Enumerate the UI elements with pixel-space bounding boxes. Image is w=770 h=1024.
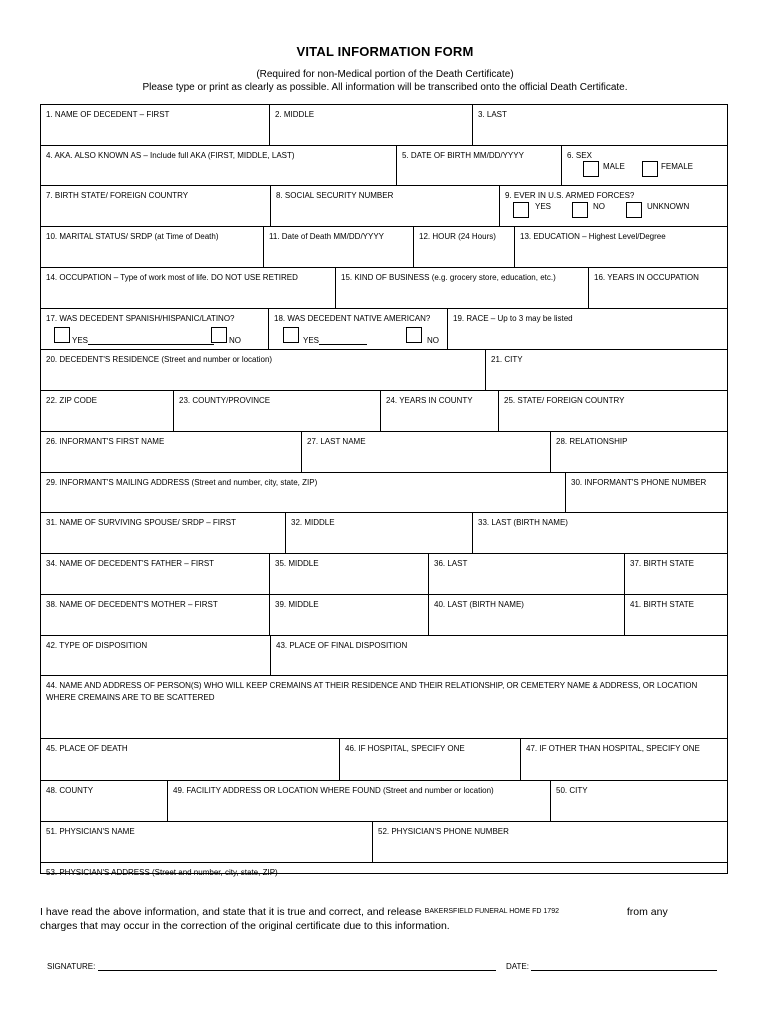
form-row — [41, 432, 727, 473]
death-county-field[interactable] — [41, 781, 168, 821]
hispanic-field — [41, 309, 269, 349]
education-field[interactable] — [515, 227, 729, 267]
field-label: 16. YEARS IN OCCUPATION — [594, 273, 699, 282]
disposition-type-field[interactable] — [41, 636, 271, 675]
field-label: 6. SEX — [567, 151, 592, 160]
form-row — [41, 268, 727, 309]
form-row — [41, 554, 727, 595]
race-field[interactable] — [448, 309, 729, 349]
field-label: 23. COUNTY/PROVINCE — [179, 396, 271, 405]
form-instructions: Please type or print as clearly as possible. All information will be transcribed onto the official Death Certificate. — [142, 82, 628, 93]
occupation-field[interactable] — [41, 268, 336, 308]
informant-first-name-field[interactable] — [41, 432, 302, 472]
female-checkbox[interactable] — [642, 161, 658, 177]
form-row — [41, 781, 727, 822]
date-of-birth-field[interactable] — [397, 146, 562, 185]
signature-label: SIGNATURE: — [47, 962, 96, 971]
specify-line — [88, 344, 214, 345]
form-row — [41, 186, 727, 227]
field-label: 13. EDUCATION – Highest Level/Degree — [520, 232, 666, 241]
field-label: 44. NAME AND ADDRESS OF PERSON(S) WHO WILL KEEP CREMAINS AT THEIR RESIDENCE AND THEIR RELATIONSHIP, OR CEMETERY NAME & ADDRESS, OR LOCATION WHERE CREMAINS ARE TO BE SCATTERED — [46, 681, 698, 702]
cremains-custodian-field[interactable] — [41, 676, 729, 738]
spouse-first-name-field[interactable] — [41, 513, 286, 553]
date-of-death-field[interactable] — [264, 227, 414, 267]
field-label: 32. MIDDLE — [291, 518, 335, 527]
native-american-no-checkbox[interactable] — [406, 327, 422, 343]
field-label: 26. INFORMANT'S FIRST NAME — [46, 437, 165, 446]
form-row — [41, 676, 727, 739]
field-label: 21. CITY — [491, 355, 523, 364]
informant-last-name-field[interactable] — [302, 432, 551, 472]
field-label: 3. LAST — [478, 110, 507, 119]
form-row — [41, 739, 727, 781]
decedent-middle-name-field[interactable] — [270, 105, 473, 145]
form-row — [41, 227, 727, 268]
spouse-middle-name-field[interactable] — [286, 513, 473, 553]
armed-forces-no-checkbox[interactable] — [572, 202, 588, 218]
no-option-label: NO — [229, 336, 241, 345]
physician-name-field[interactable] — [41, 822, 373, 862]
female-option-label: FEMALE — [661, 162, 694, 171]
mother-first-name-field[interactable] — [41, 595, 270, 635]
form-header — [0, 44, 770, 94]
field-label: 42. TYPE OF DISPOSITION — [46, 641, 148, 650]
mother-last-name-field[interactable] — [429, 595, 625, 635]
specify-line — [319, 344, 367, 345]
field-label: 11. Date of Death MM/DD/YYYY — [269, 232, 385, 241]
physician-phone-field[interactable] — [373, 822, 729, 862]
form-row — [41, 309, 727, 350]
years-in-county-field[interactable] — [381, 391, 499, 431]
field-label: 22. ZIP CODE — [46, 396, 97, 405]
field-label: 2. MIDDLE — [275, 110, 315, 119]
field-label: 45. PLACE OF DEATH — [46, 744, 128, 753]
field-label: 50. CITY — [556, 786, 588, 795]
residence-city-field[interactable] — [486, 350, 729, 390]
field-label: 10. MARITAL STATUS/ SRDP (at Time of Death) — [46, 232, 219, 241]
release-text-continued: charges that may occur in the correction of the original certificate due to this information. — [40, 920, 450, 932]
yes-option-label: YES — [535, 202, 552, 211]
county-province-field[interactable] — [174, 391, 381, 431]
male-option-label: MALE — [603, 162, 625, 171]
form-row — [41, 391, 727, 432]
zip-code-field[interactable] — [41, 391, 174, 431]
native-american-field — [269, 309, 448, 349]
armed-forces-field — [500, 186, 729, 226]
field-label: 18. WAS DECEDENT NATIVE AMERICAN? — [274, 314, 431, 323]
funeral-home-name[interactable]: BAKERSFIELD FUNERAL HOME FD 1792 — [424, 908, 559, 915]
field-label: 12. HOUR (24 Hours) — [419, 232, 496, 241]
field-label: 7. BIRTH STATE/ FOREIGN COUNTRY — [46, 191, 189, 200]
unknown-option-label: UNKNOWN — [647, 202, 690, 211]
native-american-yes-checkbox[interactable] — [283, 327, 299, 343]
field-label: 8. SOCIAL SECURITY NUMBER — [276, 191, 394, 200]
field-label: 20. DECEDENT'S RESIDENCE (Street and number or location) — [46, 355, 273, 364]
yes-option-label: YES — [72, 336, 89, 345]
field-label: 40. LAST (BIRTH NAME) — [434, 600, 524, 609]
mother-middle-name-field[interactable] — [270, 595, 429, 635]
release-text-end: from any — [626, 906, 668, 918]
field-label: 4. AKA. ALSO KNOWN AS – Include full AKA (FIRST, MIDDLE, LAST) — [46, 151, 295, 160]
father-last-name-field[interactable] — [429, 554, 625, 594]
field-label: 43. PLACE OF FINAL DISPOSITION — [276, 641, 408, 650]
place-of-death-field[interactable] — [41, 739, 340, 780]
field-label: 51. PHYSICIAN'S NAME — [46, 827, 135, 836]
final-disposition-place-field[interactable] — [271, 636, 729, 675]
field-label: 47. IF OTHER THAN HOSPITAL, SPECIFY ONE — [526, 744, 700, 753]
form-row — [41, 636, 727, 676]
field-label: 27. LAST NAME — [307, 437, 366, 446]
years-in-occupation-field[interactable] — [589, 268, 729, 308]
signature-blank[interactable] — [98, 970, 496, 971]
father-middle-name-field[interactable] — [270, 554, 429, 594]
form-row — [41, 595, 727, 636]
form-row — [41, 105, 727, 146]
physician-address-field[interactable] — [41, 863, 729, 903]
death-city-field[interactable] — [551, 781, 729, 821]
date-label: DATE: — [506, 962, 529, 971]
field-label: 14. OCCUPATION – Type of work most of life. DO NOT USE RETIRED — [46, 273, 298, 282]
other-than-hospital-field[interactable] — [521, 739, 729, 780]
sex-field — [562, 146, 729, 185]
date-line[interactable] — [506, 962, 717, 971]
release-text-start: I have read the above information, and state that it is true and correct, and release — [40, 906, 422, 918]
field-label: 49. FACILITY ADDRESS OR LOCATION WHERE FOUND (Street and number or location) — [173, 786, 494, 795]
informant-phone-field[interactable] — [566, 473, 729, 512]
date-blank[interactable] — [531, 970, 717, 971]
form-row — [41, 350, 727, 391]
field-label: 36. LAST — [434, 559, 468, 568]
signature-line[interactable] — [47, 962, 496, 971]
hispanic-yes-checkbox[interactable] — [54, 327, 70, 343]
form-title: VITAL INFORMATION FORM — [296, 44, 474, 59]
hispanic-yes-line[interactable] — [72, 336, 214, 345]
form-row — [41, 513, 727, 554]
field-label: 35. MIDDLE — [275, 559, 319, 568]
vital-information-table — [40, 104, 728, 877]
hour-of-death-field[interactable] — [414, 227, 515, 267]
decedent-last-name-field[interactable] — [473, 105, 729, 145]
field-label: 19. RACE – Up to 3 may be listed — [453, 314, 573, 323]
no-option-label: NO — [427, 336, 439, 345]
ssn-field[interactable] — [271, 186, 500, 226]
field-label: 41. BIRTH STATE — [630, 600, 695, 609]
field-label: 52. PHYSICIAN'S PHONE NUMBER — [378, 827, 509, 836]
form-row — [41, 146, 727, 186]
field-label: 48. COUNTY — [46, 786, 94, 795]
father-first-name-field[interactable] — [41, 554, 270, 594]
form-row — [41, 863, 727, 903]
native-american-yes-line[interactable] — [303, 336, 367, 345]
armed-forces-unknown-checkbox[interactable] — [626, 202, 642, 218]
marital-status-field[interactable] — [41, 227, 264, 267]
birth-state-field[interactable] — [41, 186, 271, 226]
form-row — [41, 822, 727, 863]
informant-address-field[interactable] — [41, 473, 566, 512]
spouse-last-name-field[interactable] — [473, 513, 729, 553]
hispanic-no-checkbox[interactable] — [211, 327, 227, 343]
field-label: 25. STATE/ FOREIGN COUNTRY — [504, 396, 625, 405]
release-statement — [40, 906, 730, 933]
hospital-specify-field[interactable] — [340, 739, 521, 780]
field-label: 9. EVER IN U.S. ARMED FORCES? — [505, 191, 635, 200]
decedent-first-name-field[interactable] — [41, 105, 270, 145]
field-label: 53. PHYSICIAN'S ADDRESS (Street and number, city, state, ZIP) — [46, 868, 278, 877]
state-foreign-country-field[interactable] — [499, 391, 729, 431]
male-checkbox[interactable] — [583, 161, 599, 177]
informant-relationship-field[interactable] — [551, 432, 729, 472]
field-label: 34. NAME OF DECEDENT'S FATHER – FIRST — [46, 559, 215, 568]
decedent-residence-field[interactable] — [41, 350, 486, 390]
field-label: 46. IF HOSPITAL, SPECIFY ONE — [345, 744, 465, 753]
facility-address-field[interactable] — [168, 781, 551, 821]
aka-field[interactable] — [41, 146, 397, 185]
field-label: 38. NAME OF DECEDENT'S MOTHER – FIRST — [46, 600, 218, 609]
field-label: 30. INFORMANT'S PHONE NUMBER — [571, 478, 707, 487]
field-label: 15. KIND OF BUSINESS (e.g. grocery store, education, etc.) — [341, 273, 556, 282]
father-birth-state-field[interactable] — [625, 554, 729, 594]
field-label: 17. WAS DECEDENT SPANISH/HISPANIC/LATINO? — [46, 314, 235, 323]
field-label: 31. NAME OF SURVIVING SPOUSE/ SRDP – FIRST — [46, 518, 236, 527]
armed-forces-yes-checkbox[interactable] — [513, 202, 529, 218]
kind-of-business-field[interactable] — [336, 268, 589, 308]
field-label: 37. BIRTH STATE — [630, 559, 695, 568]
field-label: 39. MIDDLE — [275, 600, 319, 609]
field-label: 29. INFORMANT'S MAILING ADDRESS (Street and number, city, state, ZIP) — [46, 478, 318, 487]
field-label: 1. NAME OF DECEDENT – FIRST — [46, 110, 170, 119]
mother-birth-state-field[interactable] — [625, 595, 729, 635]
field-label: 33. LAST (BIRTH NAME) — [478, 518, 568, 527]
field-label: 28. RELATIONSHIP — [556, 437, 628, 446]
form-row — [41, 473, 727, 513]
no-option-label: NO — [593, 202, 605, 211]
form-subtitle: (Required for non-Medical portion of the Death Certificate) — [256, 69, 514, 80]
field-label: 24. YEARS IN COUNTY — [386, 396, 473, 405]
field-label: 5. DATE OF BIRTH MM/DD/YYYY — [402, 151, 524, 160]
yes-option-label: YES — [303, 336, 320, 345]
